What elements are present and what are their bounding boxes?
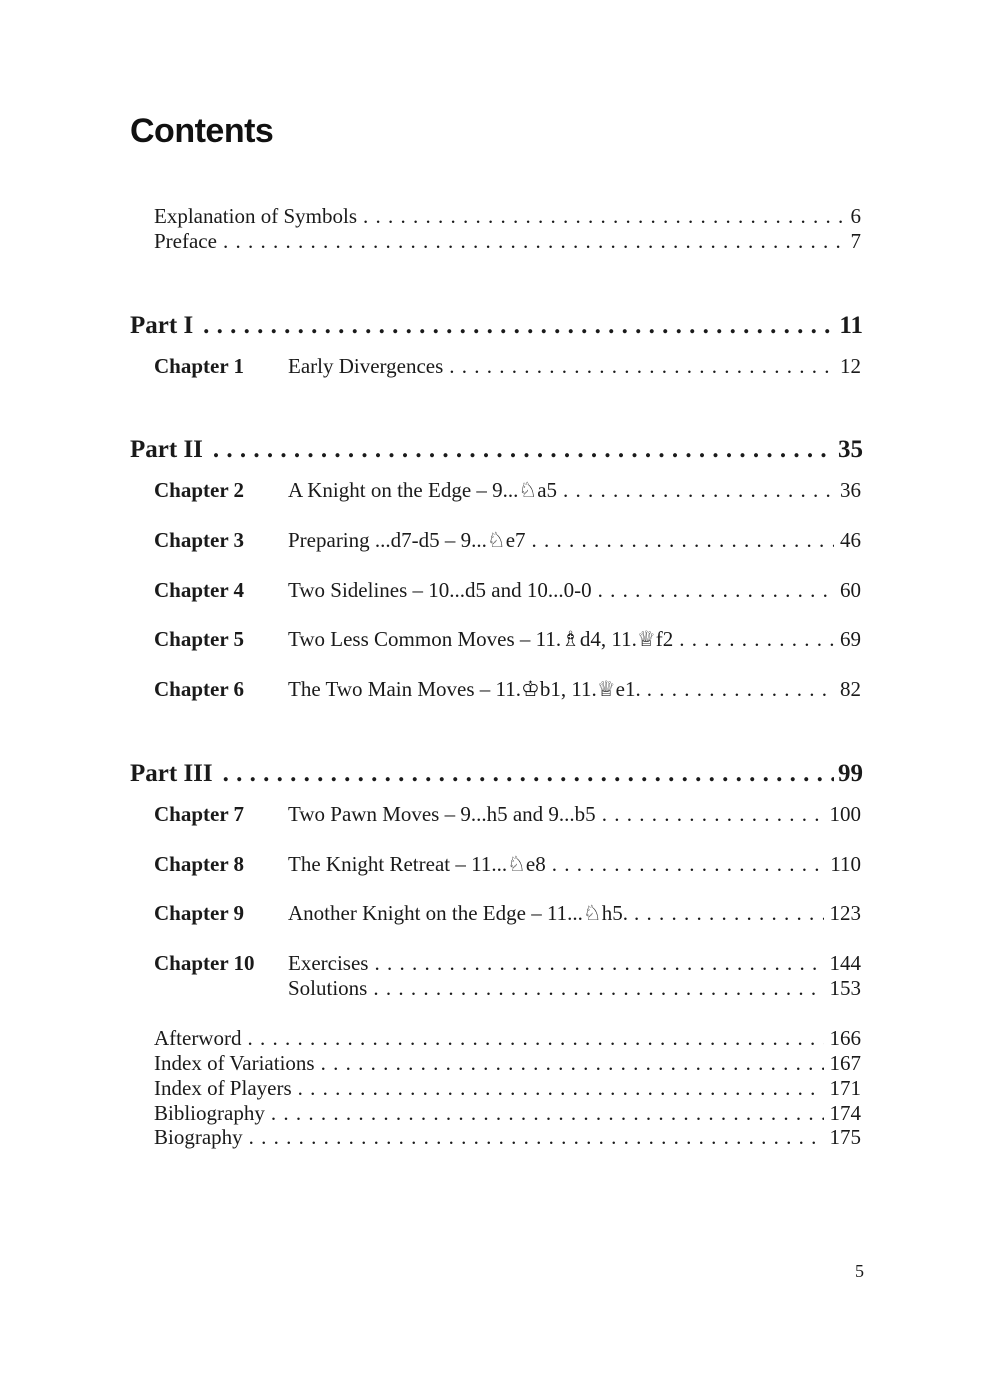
part-title: Part II xyxy=(130,436,203,463)
toc-entry-title: The Knight Retreat – 11...♘e8 xyxy=(288,852,546,876)
toc-entry-page: 144 xyxy=(829,951,861,975)
toc-part-1[interactable] xyxy=(130,311,863,341)
toc-entry-afterword[interactable] xyxy=(154,1026,861,1051)
toc-entry-page: 7 xyxy=(850,229,861,253)
dot-leader xyxy=(223,229,845,254)
toc-entry-page: 60 xyxy=(840,578,861,602)
toc-chapter-8[interactable] xyxy=(288,852,861,877)
toc-entry-title: A Knight on the Edge – 9...♘a5 xyxy=(288,478,558,502)
toc-entry-title: Another Knight on the Edge – 11...♘h5. xyxy=(288,901,628,925)
toc-entry-title: Bibliography xyxy=(154,1101,265,1125)
toc-entry-index-of-players[interactable] xyxy=(154,1076,861,1101)
toc-entry-page: 110 xyxy=(830,852,861,876)
chapter-4-label: Chapter 4 xyxy=(154,578,245,602)
toc-entry-page: 174 xyxy=(829,1101,861,1125)
toc-entry-title: Two Pawn Moves – 9...h5 and 9...b5 xyxy=(288,802,596,826)
toc-entry-title: Index of Players xyxy=(154,1076,292,1100)
chapter-5-label: Chapter 5 xyxy=(154,627,245,651)
part-title: Part III xyxy=(130,760,213,787)
chapter-3-label: Chapter 3 xyxy=(154,528,245,552)
toc-chapter-4[interactable] xyxy=(288,578,861,603)
toc-chapter-10-solutions[interactable] xyxy=(288,976,861,1001)
toc-entry-page: 153 xyxy=(829,976,861,1000)
chapter-10-label: Chapter 10 xyxy=(154,951,255,975)
chapter-7-label: Chapter 7 xyxy=(154,802,245,826)
page-title: Contents xyxy=(130,112,274,150)
toc-entry-page: 175 xyxy=(829,1125,861,1149)
toc-entry-title: Afterword xyxy=(154,1026,242,1050)
toc-entry-page: 36 xyxy=(840,478,861,502)
toc-entry-preface[interactable] xyxy=(154,229,861,254)
dot-leader xyxy=(249,1125,824,1150)
dot-leader xyxy=(271,1101,824,1126)
part-page: 11 xyxy=(839,312,863,339)
toc-chapter-3[interactable] xyxy=(288,528,861,553)
toc-chapter-5[interactable] xyxy=(288,627,861,652)
chapter-8-label: Chapter 8 xyxy=(154,852,245,876)
toc-entry-title: Preface xyxy=(154,229,217,253)
toc-entry-title: Biography xyxy=(154,1125,243,1149)
toc-entry-page: 171 xyxy=(829,1076,861,1100)
dot-leader xyxy=(298,1076,824,1101)
dot-leader xyxy=(634,901,824,926)
toc-entry-page: 123 xyxy=(829,901,861,925)
toc-entry-page: 166 xyxy=(829,1026,861,1050)
dot-leader xyxy=(532,528,834,553)
part-title: Part I xyxy=(130,312,194,339)
toc-entry-page: 100 xyxy=(829,802,861,826)
toc-entry-title: Two Sidelines – 10...d5 and 10...0-0 xyxy=(288,578,592,602)
toc-entry-title: Index of Variations xyxy=(154,1051,315,1075)
toc-entry-title: Explanation of Symbols xyxy=(154,204,357,228)
toc-entry-index-of-variations[interactable] xyxy=(154,1051,861,1076)
chapter-6-label: Chapter 6 xyxy=(154,677,245,701)
dot-leader xyxy=(321,1051,824,1076)
toc-entry-title: Early Divergences xyxy=(288,354,444,378)
chapter-2-label: Chapter 2 xyxy=(154,478,245,502)
dot-leader xyxy=(213,435,834,465)
part-page: 99 xyxy=(838,760,863,787)
toc-chapter-6[interactable] xyxy=(288,677,861,702)
dot-leader xyxy=(203,311,835,341)
part-page: 35 xyxy=(838,436,863,463)
toc-chapter-7[interactable] xyxy=(288,802,861,827)
dot-leader xyxy=(363,204,845,229)
toc-part-2[interactable] xyxy=(130,435,863,465)
toc-chapter-1[interactable] xyxy=(288,354,861,379)
toc-entry-page: 167 xyxy=(829,1051,861,1075)
dot-leader xyxy=(449,354,834,379)
toc-chapter-2[interactable] xyxy=(288,478,861,503)
dot-leader xyxy=(602,802,824,827)
toc-entry-page: 12 xyxy=(840,354,861,378)
chapter-9-label: Chapter 9 xyxy=(154,901,245,925)
toc-entry-explanation-of-symbols[interactable] xyxy=(154,204,861,229)
toc-chapter-9[interactable] xyxy=(288,901,861,926)
toc-entry-page: 46 xyxy=(840,528,861,552)
dot-leader xyxy=(552,852,825,877)
dot-leader xyxy=(647,677,834,702)
toc-entry-title: The Two Main Moves – 11.♔b1, 11.♕e1. xyxy=(288,677,641,701)
toc-entry-page: 82 xyxy=(840,677,861,701)
toc-entry-title: Two Less Common Moves – 11.♗d4, 11.♕f2 xyxy=(288,627,674,651)
dot-leader xyxy=(223,759,834,789)
dot-leader xyxy=(374,951,823,976)
dot-leader xyxy=(373,976,823,1001)
toc-entry-title: Preparing ...d7-d5 – 9...♘e7 xyxy=(288,528,526,552)
toc-entry-title: Solutions xyxy=(288,976,368,1000)
toc-entry-bibliography[interactable] xyxy=(154,1101,861,1126)
toc-entry-page: 6 xyxy=(850,204,861,228)
dot-leader xyxy=(598,578,834,603)
chapter-1-label: Chapter 1 xyxy=(154,354,245,378)
toc-entry-title: Exercises xyxy=(288,951,369,975)
toc-chapter-10-exercises[interactable] xyxy=(288,951,861,976)
dot-leader xyxy=(679,627,834,652)
toc-entry-page: 69 xyxy=(840,627,861,651)
toc-part-3[interactable] xyxy=(130,759,863,789)
dot-leader xyxy=(247,1026,823,1051)
toc-entry-biography[interactable] xyxy=(154,1125,861,1150)
page-number: 5 xyxy=(855,1261,864,1281)
dot-leader xyxy=(563,478,834,503)
